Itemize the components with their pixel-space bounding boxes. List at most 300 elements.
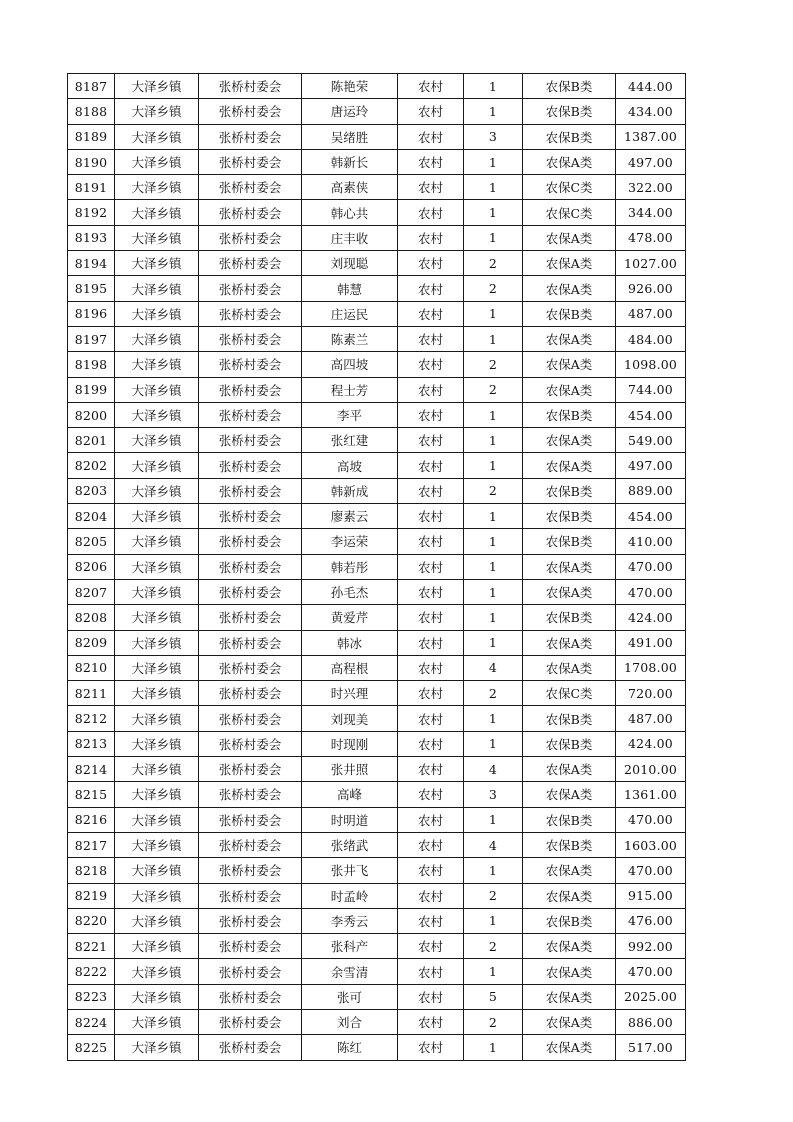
- insurance-category-cell: 农保B类: [523, 124, 616, 149]
- household-type-cell: 农村: [398, 478, 464, 503]
- serial-number-cell: 8195: [68, 276, 115, 301]
- village-committee-cell: 张桥村委会: [199, 681, 302, 706]
- table-row: [68, 706, 686, 731]
- village-committee-cell: 张桥村委会: [199, 731, 302, 756]
- insurance-category-cell: 农保B类: [523, 99, 616, 124]
- name-cell: 张绪武: [302, 832, 398, 857]
- village-committee-cell: 张桥村委会: [199, 1035, 302, 1060]
- household-type-cell: 农村: [398, 326, 464, 351]
- table-row: [68, 251, 686, 276]
- table-row: [68, 225, 686, 250]
- household-type-cell: 农村: [398, 579, 464, 604]
- serial-number-cell: 8202: [68, 453, 115, 478]
- township-cell: 大泽乡镇: [115, 504, 199, 529]
- household-type-cell: 农村: [398, 1035, 464, 1060]
- village-committee-cell: 张桥村委会: [199, 99, 302, 124]
- table-row: [68, 200, 686, 225]
- name-cell: 唐运玲: [302, 99, 398, 124]
- insurance-category-cell: 农保B类: [523, 807, 616, 832]
- village-committee-cell: 张桥村委会: [199, 251, 302, 276]
- household-size-cell: 1: [464, 1035, 523, 1060]
- township-cell: 大泽乡镇: [115, 731, 199, 756]
- serial-number-cell: 8204: [68, 504, 115, 529]
- insurance-category-cell: 农保A类: [523, 428, 616, 453]
- insurance-category-cell: 农保A类: [523, 276, 616, 301]
- township-cell: 大泽乡镇: [115, 782, 199, 807]
- household-type-cell: 农村: [398, 959, 464, 984]
- amount-cell: 549.00: [616, 428, 686, 453]
- amount-cell: 470.00: [616, 554, 686, 579]
- name-cell: 时兴理: [302, 681, 398, 706]
- name-cell: 韩新成: [302, 478, 398, 503]
- table-row: [68, 301, 686, 326]
- household-size-cell: 1: [464, 453, 523, 478]
- name-cell: 张井照: [302, 757, 398, 782]
- insurance-category-cell: 农保A类: [523, 934, 616, 959]
- name-cell: 高四坡: [302, 352, 398, 377]
- village-committee-cell: 张桥村委会: [199, 428, 302, 453]
- household-type-cell: 农村: [398, 1009, 464, 1034]
- household-size-cell: 3: [464, 124, 523, 149]
- household-type-cell: 农村: [398, 124, 464, 149]
- insurance-category-cell: 农保B类: [523, 529, 616, 554]
- village-committee-cell: 张桥村委会: [199, 579, 302, 604]
- name-cell: 余雪清: [302, 959, 398, 984]
- amount-cell: 476.00: [616, 908, 686, 933]
- village-committee-cell: 张桥村委会: [199, 1009, 302, 1034]
- amount-cell: 478.00: [616, 225, 686, 250]
- township-cell: 大泽乡镇: [115, 1009, 199, 1034]
- village-committee-cell: 张桥村委会: [199, 402, 302, 427]
- household-type-cell: 农村: [398, 301, 464, 326]
- name-cell: 张井飞: [302, 858, 398, 883]
- village-committee-cell: 张桥村委会: [199, 807, 302, 832]
- amount-cell: 1098.00: [616, 352, 686, 377]
- name-cell: 时孟岭: [302, 883, 398, 908]
- serial-number-cell: 8208: [68, 605, 115, 630]
- township-cell: 大泽乡镇: [115, 478, 199, 503]
- township-cell: 大泽乡镇: [115, 934, 199, 959]
- serial-number-cell: 8190: [68, 149, 115, 174]
- name-cell: 高程根: [302, 655, 398, 680]
- household-size-cell: 1: [464, 301, 523, 326]
- village-committee-cell: 张桥村委会: [199, 605, 302, 630]
- village-committee-cell: 张桥村委会: [199, 782, 302, 807]
- amount-cell: 720.00: [616, 681, 686, 706]
- household-size-cell: 1: [464, 529, 523, 554]
- household-size-cell: 1: [464, 74, 523, 99]
- name-cell: 李运荣: [302, 529, 398, 554]
- village-committee-cell: 张桥村委会: [199, 959, 302, 984]
- insurance-category-cell: 农保A类: [523, 377, 616, 402]
- household-size-cell: 1: [464, 858, 523, 883]
- name-cell: 韩冰: [302, 630, 398, 655]
- household-type-cell: 农村: [398, 504, 464, 529]
- village-committee-cell: 张桥村委会: [199, 276, 302, 301]
- insurance-category-cell: 农保A类: [523, 883, 616, 908]
- table-body: [68, 74, 686, 1061]
- amount-cell: 454.00: [616, 402, 686, 427]
- township-cell: 大泽乡镇: [115, 352, 199, 377]
- household-type-cell: 农村: [398, 934, 464, 959]
- township-cell: 大泽乡镇: [115, 377, 199, 402]
- table-row: [68, 175, 686, 200]
- household-type-cell: 农村: [398, 99, 464, 124]
- township-cell: 大泽乡镇: [115, 832, 199, 857]
- household-type-cell: 农村: [398, 554, 464, 579]
- village-committee-cell: 张桥村委会: [199, 529, 302, 554]
- household-size-cell: 1: [464, 959, 523, 984]
- household-type-cell: 农村: [398, 276, 464, 301]
- name-cell: 刘现聪: [302, 251, 398, 276]
- table-row: [68, 731, 686, 756]
- serial-number-cell: 8222: [68, 959, 115, 984]
- township-cell: 大泽乡镇: [115, 681, 199, 706]
- household-size-cell: 2: [464, 251, 523, 276]
- table-row: [68, 377, 686, 402]
- name-cell: 时现刚: [302, 731, 398, 756]
- household-type-cell: 农村: [398, 782, 464, 807]
- table-row: [68, 934, 686, 959]
- table-row: [68, 757, 686, 782]
- household-type-cell: 农村: [398, 883, 464, 908]
- village-committee-cell: 张桥村委会: [199, 706, 302, 731]
- table-row: [68, 908, 686, 933]
- insurance-category-cell: 农保A类: [523, 782, 616, 807]
- name-cell: 刘现美: [302, 706, 398, 731]
- insurance-category-cell: 农保A类: [523, 453, 616, 478]
- household-size-cell: 2: [464, 377, 523, 402]
- insurance-category-cell: 农保B类: [523, 402, 616, 427]
- table-row: [68, 883, 686, 908]
- serial-number-cell: 8207: [68, 579, 115, 604]
- household-type-cell: 农村: [398, 731, 464, 756]
- household-size-cell: 1: [464, 200, 523, 225]
- household-type-cell: 农村: [398, 832, 464, 857]
- household-size-cell: 4: [464, 655, 523, 680]
- insurance-category-cell: 农保A类: [523, 251, 616, 276]
- amount-cell: 470.00: [616, 858, 686, 883]
- name-cell: 陈素兰: [302, 326, 398, 351]
- insurance-category-cell: 农保B类: [523, 74, 616, 99]
- amount-cell: 1027.00: [616, 251, 686, 276]
- township-cell: 大泽乡镇: [115, 453, 199, 478]
- village-committee-cell: 张桥村委会: [199, 504, 302, 529]
- amount-cell: 487.00: [616, 706, 686, 731]
- serial-number-cell: 8196: [68, 301, 115, 326]
- serial-number-cell: 8194: [68, 251, 115, 276]
- village-committee-cell: 张桥村委会: [199, 326, 302, 351]
- data-table: [67, 73, 686, 1061]
- amount-cell: 491.00: [616, 630, 686, 655]
- amount-cell: 344.00: [616, 200, 686, 225]
- serial-number-cell: 8225: [68, 1035, 115, 1060]
- name-cell: 高素侠: [302, 175, 398, 200]
- insurance-category-cell: 农保A类: [523, 149, 616, 174]
- table-row: [68, 984, 686, 1009]
- serial-number-cell: 8191: [68, 175, 115, 200]
- name-cell: 刘合: [302, 1009, 398, 1034]
- village-committee-cell: 张桥村委会: [199, 883, 302, 908]
- name-cell: 张红建: [302, 428, 398, 453]
- insurance-category-cell: 农保B类: [523, 731, 616, 756]
- serial-number-cell: 8205: [68, 529, 115, 554]
- serial-number-cell: 8214: [68, 757, 115, 782]
- village-committee-cell: 张桥村委会: [199, 908, 302, 933]
- household-type-cell: 农村: [398, 428, 464, 453]
- name-cell: 高坡: [302, 453, 398, 478]
- name-cell: 庄运民: [302, 301, 398, 326]
- township-cell: 大泽乡镇: [115, 402, 199, 427]
- table-row: [68, 99, 686, 124]
- insurance-category-cell: 农保A类: [523, 630, 616, 655]
- insurance-category-cell: 农保B类: [523, 478, 616, 503]
- serial-number-cell: 8223: [68, 984, 115, 1009]
- serial-number-cell: 8210: [68, 655, 115, 680]
- name-cell: 孙毛杰: [302, 579, 398, 604]
- serial-number-cell: 8221: [68, 934, 115, 959]
- household-type-cell: 农村: [398, 706, 464, 731]
- table-row: [68, 1035, 686, 1060]
- serial-number-cell: 8203: [68, 478, 115, 503]
- serial-number-cell: 8224: [68, 1009, 115, 1034]
- table-row: [68, 630, 686, 655]
- amount-cell: 497.00: [616, 453, 686, 478]
- name-cell: 张可: [302, 984, 398, 1009]
- name-cell: 陈红: [302, 1035, 398, 1060]
- table-row: [68, 832, 686, 857]
- household-type-cell: 农村: [398, 200, 464, 225]
- household-size-cell: 4: [464, 832, 523, 857]
- insurance-category-cell: 农保A类: [523, 959, 616, 984]
- township-cell: 大泽乡镇: [115, 579, 199, 604]
- table-row: [68, 149, 686, 174]
- insurance-category-cell: 农保C类: [523, 681, 616, 706]
- name-cell: 陈艳荣: [302, 74, 398, 99]
- amount-cell: 444.00: [616, 74, 686, 99]
- household-size-cell: 1: [464, 175, 523, 200]
- amount-cell: 470.00: [616, 959, 686, 984]
- township-cell: 大泽乡镇: [115, 225, 199, 250]
- table-row: [68, 858, 686, 883]
- serial-number-cell: 8217: [68, 832, 115, 857]
- amount-cell: 886.00: [616, 1009, 686, 1034]
- name-cell: 吴绪胜: [302, 124, 398, 149]
- insurance-category-cell: 农保A类: [523, 1009, 616, 1034]
- household-type-cell: 农村: [398, 352, 464, 377]
- township-cell: 大泽乡镇: [115, 74, 199, 99]
- table-row: [68, 605, 686, 630]
- township-cell: 大泽乡镇: [115, 757, 199, 782]
- table-row: [68, 326, 686, 351]
- name-cell: 李秀云: [302, 908, 398, 933]
- household-type-cell: 农村: [398, 453, 464, 478]
- insurance-category-cell: 农保A类: [523, 757, 616, 782]
- township-cell: 大泽乡镇: [115, 807, 199, 832]
- serial-number-cell: 8189: [68, 124, 115, 149]
- name-cell: 庄丰收: [302, 225, 398, 250]
- amount-cell: 889.00: [616, 478, 686, 503]
- insurance-category-cell: 农保A类: [523, 225, 616, 250]
- amount-cell: 497.00: [616, 149, 686, 174]
- serial-number-cell: 8200: [68, 402, 115, 427]
- township-cell: 大泽乡镇: [115, 959, 199, 984]
- table-row: [68, 428, 686, 453]
- table-row: [68, 529, 686, 554]
- household-size-cell: 1: [464, 605, 523, 630]
- household-type-cell: 农村: [398, 175, 464, 200]
- township-cell: 大泽乡镇: [115, 200, 199, 225]
- table-row: [68, 453, 686, 478]
- name-cell: 韩新长: [302, 149, 398, 174]
- household-type-cell: 农村: [398, 630, 464, 655]
- household-type-cell: 农村: [398, 655, 464, 680]
- amount-cell: 322.00: [616, 175, 686, 200]
- township-cell: 大泽乡镇: [115, 124, 199, 149]
- name-cell: 黄爱芹: [302, 605, 398, 630]
- household-size-cell: 1: [464, 731, 523, 756]
- household-type-cell: 农村: [398, 984, 464, 1009]
- serial-number-cell: 8212: [68, 706, 115, 731]
- village-committee-cell: 张桥村委会: [199, 757, 302, 782]
- serial-number-cell: 8206: [68, 554, 115, 579]
- township-cell: 大泽乡镇: [115, 326, 199, 351]
- name-cell: 廖素云: [302, 504, 398, 529]
- amount-cell: 992.00: [616, 934, 686, 959]
- township-cell: 大泽乡镇: [115, 630, 199, 655]
- amount-cell: 1361.00: [616, 782, 686, 807]
- amount-cell: 2010.00: [616, 757, 686, 782]
- serial-number-cell: 8188: [68, 99, 115, 124]
- amount-cell: 484.00: [616, 326, 686, 351]
- household-type-cell: 农村: [398, 529, 464, 554]
- household-size-cell: 1: [464, 99, 523, 124]
- table-row: [68, 579, 686, 604]
- township-cell: 大泽乡镇: [115, 428, 199, 453]
- household-size-cell: 1: [464, 908, 523, 933]
- amount-cell: 517.00: [616, 1035, 686, 1060]
- household-size-cell: 1: [464, 554, 523, 579]
- village-committee-cell: 张桥村委会: [199, 149, 302, 174]
- name-cell: 韩慧: [302, 276, 398, 301]
- household-size-cell: 2: [464, 883, 523, 908]
- serial-number-cell: 8211: [68, 681, 115, 706]
- insurance-category-cell: 农保C类: [523, 175, 616, 200]
- household-size-cell: 1: [464, 579, 523, 604]
- village-committee-cell: 张桥村委会: [199, 832, 302, 857]
- household-type-cell: 农村: [398, 681, 464, 706]
- insurance-category-cell: 农保A类: [523, 858, 616, 883]
- household-size-cell: 4: [464, 757, 523, 782]
- serial-number-cell: 8218: [68, 858, 115, 883]
- insurance-category-cell: 农保A类: [523, 352, 616, 377]
- insurance-category-cell: 农保B类: [523, 605, 616, 630]
- household-size-cell: 1: [464, 630, 523, 655]
- township-cell: 大泽乡镇: [115, 984, 199, 1009]
- serial-number-cell: 8197: [68, 326, 115, 351]
- household-size-cell: 1: [464, 402, 523, 427]
- household-type-cell: 农村: [398, 858, 464, 883]
- household-size-cell: 2: [464, 1009, 523, 1034]
- household-size-cell: 2: [464, 276, 523, 301]
- village-committee-cell: 张桥村委会: [199, 200, 302, 225]
- household-size-cell: 2: [464, 352, 523, 377]
- village-committee-cell: 张桥村委会: [199, 124, 302, 149]
- amount-cell: 926.00: [616, 276, 686, 301]
- table-row: [68, 681, 686, 706]
- village-committee-cell: 张桥村委会: [199, 225, 302, 250]
- household-type-cell: 农村: [398, 225, 464, 250]
- insurance-category-cell: 农保A类: [523, 554, 616, 579]
- township-cell: 大泽乡镇: [115, 276, 199, 301]
- household-type-cell: 农村: [398, 605, 464, 630]
- table-row: [68, 807, 686, 832]
- household-type-cell: 农村: [398, 908, 464, 933]
- amount-cell: 470.00: [616, 807, 686, 832]
- name-cell: 李平: [302, 402, 398, 427]
- village-committee-cell: 张桥村委会: [199, 858, 302, 883]
- table-row: [68, 504, 686, 529]
- household-type-cell: 农村: [398, 74, 464, 99]
- village-committee-cell: 张桥村委会: [199, 655, 302, 680]
- township-cell: 大泽乡镇: [115, 554, 199, 579]
- amount-cell: 454.00: [616, 504, 686, 529]
- village-committee-cell: 张桥村委会: [199, 934, 302, 959]
- table-row: [68, 1009, 686, 1034]
- amount-cell: 915.00: [616, 883, 686, 908]
- serial-number-cell: 8220: [68, 908, 115, 933]
- amount-cell: 744.00: [616, 377, 686, 402]
- table-row: [68, 124, 686, 149]
- insurance-category-cell: 农保B类: [523, 301, 616, 326]
- amount-cell: 424.00: [616, 605, 686, 630]
- amount-cell: 2025.00: [616, 984, 686, 1009]
- household-type-cell: 农村: [398, 149, 464, 174]
- amount-cell: 1708.00: [616, 655, 686, 680]
- township-cell: 大泽乡镇: [115, 605, 199, 630]
- serial-number-cell: 8201: [68, 428, 115, 453]
- township-cell: 大泽乡镇: [115, 883, 199, 908]
- table-row: [68, 276, 686, 301]
- insurance-category-cell: 农保B类: [523, 504, 616, 529]
- table-row: [68, 655, 686, 680]
- household-size-cell: 2: [464, 478, 523, 503]
- name-cell: 程士芳: [302, 377, 398, 402]
- table-row: [68, 959, 686, 984]
- serial-number-cell: 8219: [68, 883, 115, 908]
- amount-cell: 424.00: [616, 731, 686, 756]
- insurance-category-cell: 农保C类: [523, 200, 616, 225]
- table-row: [68, 782, 686, 807]
- household-size-cell: 1: [464, 504, 523, 529]
- village-committee-cell: 张桥村委会: [199, 352, 302, 377]
- name-cell: 时明道: [302, 807, 398, 832]
- serial-number-cell: 8187: [68, 74, 115, 99]
- village-committee-cell: 张桥村委会: [199, 630, 302, 655]
- village-committee-cell: 张桥村委会: [199, 453, 302, 478]
- village-committee-cell: 张桥村委会: [199, 478, 302, 503]
- village-committee-cell: 张桥村委会: [199, 175, 302, 200]
- household-size-cell: 1: [464, 428, 523, 453]
- table-row: [68, 402, 686, 427]
- village-committee-cell: 张桥村委会: [199, 377, 302, 402]
- household-size-cell: 2: [464, 681, 523, 706]
- serial-number-cell: 8199: [68, 377, 115, 402]
- township-cell: 大泽乡镇: [115, 251, 199, 276]
- household-size-cell: 1: [464, 326, 523, 351]
- village-committee-cell: 张桥村委会: [199, 301, 302, 326]
- township-cell: 大泽乡镇: [115, 706, 199, 731]
